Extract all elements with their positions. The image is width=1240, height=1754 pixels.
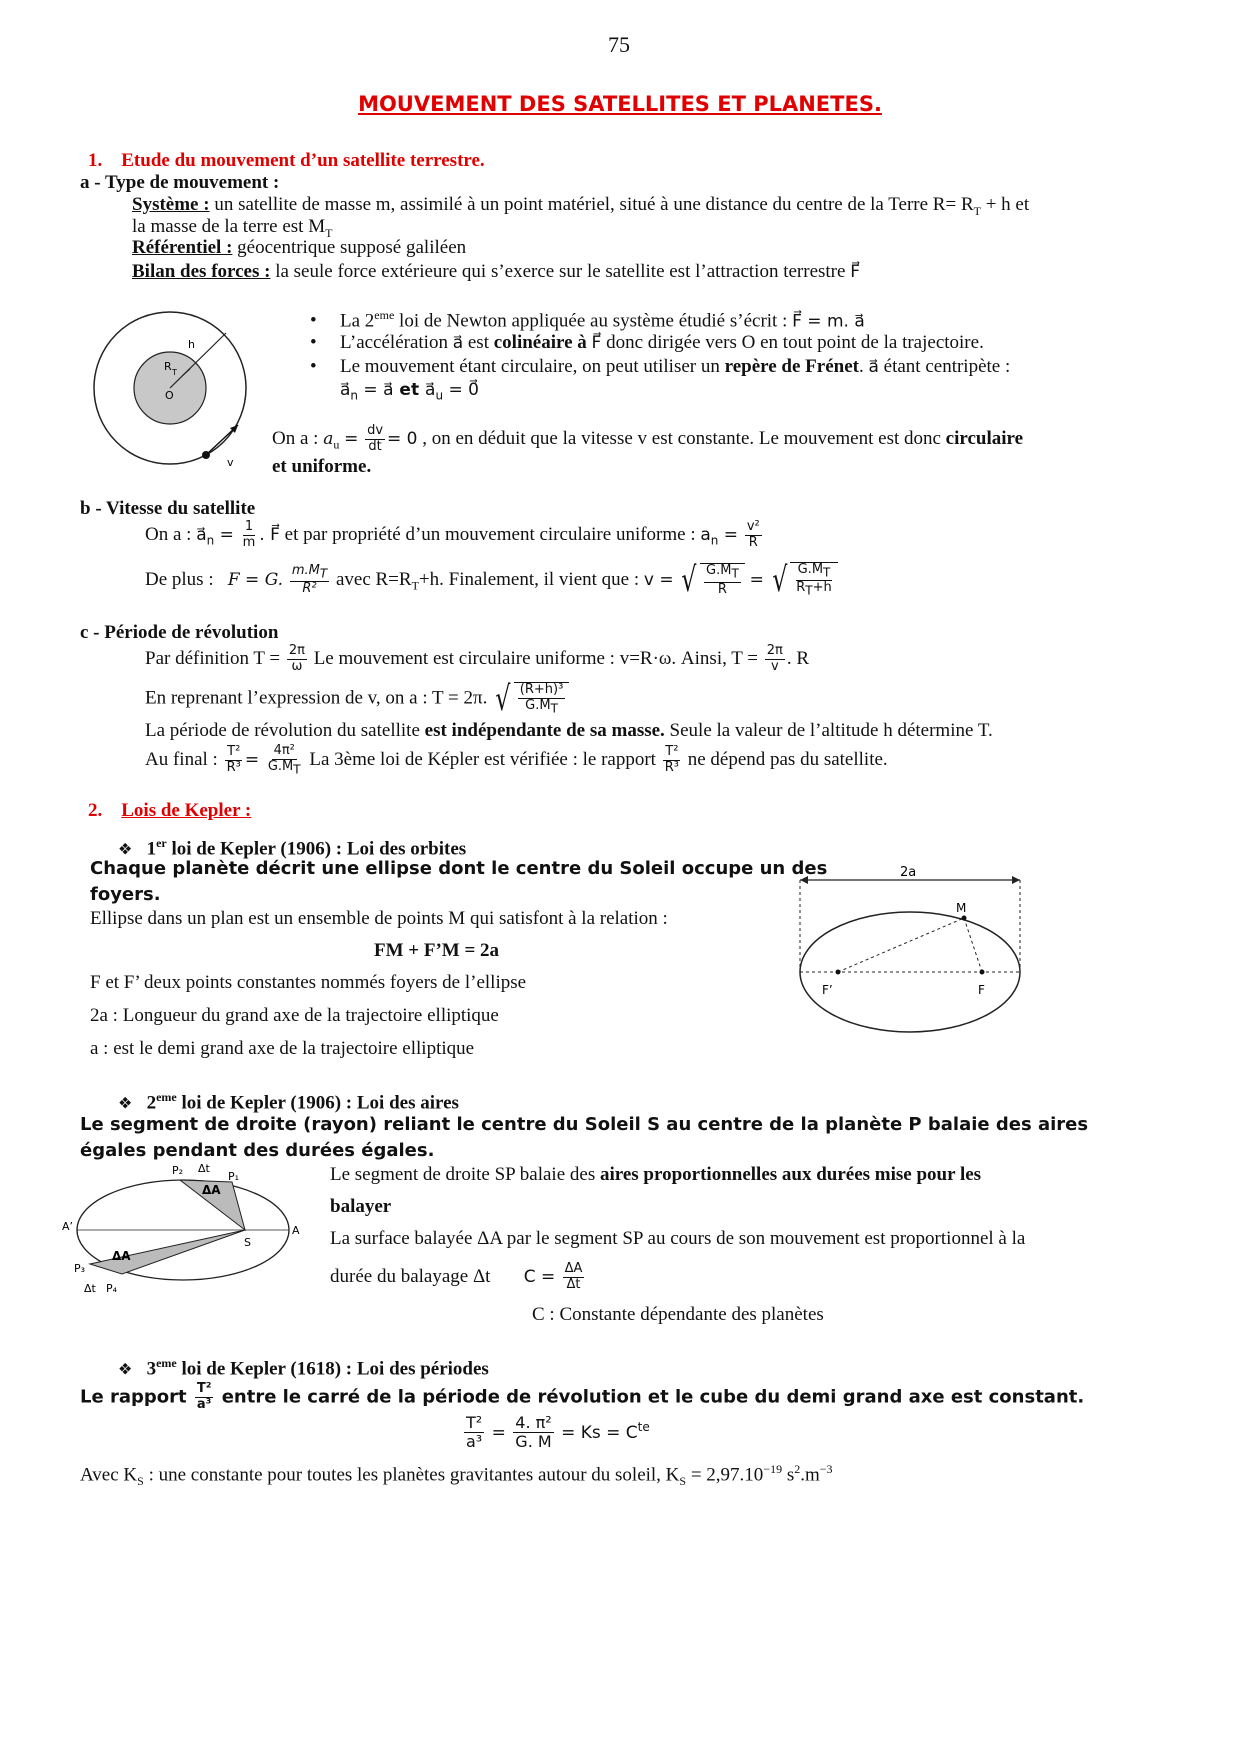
label-dt1: Δt <box>198 1162 210 1175</box>
systeme-line-2: la masse de la terre est $M_T$ <box>132 216 333 240</box>
law2-statement-2: égales pendant des durées égales. <box>80 1140 435 1161</box>
label-dA2: ΔA <box>112 1249 131 1263</box>
subsection-b-heading: b - Vitesse du satellite <box>80 498 256 519</box>
rt-sub-label: T <box>172 368 177 377</box>
focus-f <box>980 970 985 975</box>
label-2a: 2a <box>900 865 917 880</box>
law1-equation: FM + F’M = 2a <box>374 940 500 961</box>
label-p2: P₂ <box>172 1164 184 1177</box>
label-p3: P₃ <box>74 1262 86 1275</box>
periode-line-2: En reprenant l’expression de v, on a : T = 2π. √ $\frac{\text{(R+h)³}}{G.M_T}$ <box>145 682 569 716</box>
law3-ks-line: Avec $K_S$ : une constante pour toutes les planètes gravitantes autour du soleil, $K_S = 2,97.10^{-19}$ $s^2.m^{-3}$ <box>80 1462 833 1489</box>
ellipse-figure <box>792 860 1028 1040</box>
law2-statement: Le segment de droite (rayon) reliant le centre du Soleil S au centre de la planète P balaie des aires <box>80 1114 1089 1135</box>
h-label: h <box>188 338 195 351</box>
periode-line-3: La période de révolution du satellite est indépendante de sa masse. Seule la valeur de l’altitude h détermine T. <box>145 720 993 741</box>
law1-definition: Ellipse dans un plan est un ensemble de points M qui satisfont à la relation : <box>90 908 668 929</box>
page-number: 75 <box>608 32 630 57</box>
arrowhead-right <box>1012 876 1020 884</box>
rt-label: R <box>164 360 172 373</box>
subsection-c-heading: c - Période de révolution <box>80 622 279 643</box>
law1-2a: 2a : Longueur du grand axe de la trajectoire elliptique <box>90 1005 499 1026</box>
law2-para-1: Le segment de droite SP balaie des aires proportionnelles aux durées mise pour les <box>330 1164 982 1185</box>
bullet-acceleration: • L’accélération a⃗ est colinéaire à F⃗ donc dirigée vers O en tout point de la trajectoire. <box>310 332 984 353</box>
focus-fprime <box>836 970 841 975</box>
section-1-heading: 1. Etude du mouvement d’un satellite terrestre. <box>88 150 485 171</box>
bullet-newton: • La 2eme loi de Newton appliquée au système étudié s’écrit : F⃗ = m. a⃗ <box>310 308 865 332</box>
arrowhead-left <box>800 876 808 884</box>
periode-line-4: Au final : $\frac{\text{T²}}{\text{R³}}$ = $\frac{\text{4π²}}{G.M_T}$ La 3ème loi de Képler est vérifiée : le rapport $\frac{\text{T²}}{\text{R³}}$ ne dépend pas du satellite. <box>145 743 888 777</box>
ona-line: On a : $a_u$ = $\frac{dv}{dt}$ = 0 , on en déduit que la vitesse v est constante. Le mouvement est donc circulaire <box>272 423 1024 454</box>
section-2-heading: 2. Lois de Kepler : <box>88 800 252 821</box>
page-title: MOUVEMENT DES SATELLITES ET PLANETES. <box>358 92 882 116</box>
law2-para-2: La surface balayée ΔA par le segment SP au cours de son mouvement est proportionnel à la <box>330 1228 1026 1249</box>
label-m: M <box>956 901 967 915</box>
ona-line-2: et uniforme. <box>272 456 372 477</box>
vitesse-line-1: On a : $a⃗_n$ = $\frac{1}{m}$ . F⃗ et par propriété d’un mouvement circulaire uniforme : $a_n$ = $\frac{\text{v²}}{R}$ <box>145 519 760 550</box>
frenet-equations: $a⃗_n$ = a⃗ et $a⃗_u$ = 0⃗ <box>340 380 479 403</box>
point-m <box>962 916 967 921</box>
law2-constant-def: C : Constante dépendante des planètes <box>532 1304 824 1325</box>
law3-title: ❖ 3eme loi de Kepler (1618) : Loi des périodes <box>118 1356 489 1380</box>
law3-statement: Le rapport $\frac{\text{T²}}{\text{a³}}$ entre le carré de la période de révolution et le cube du demi grand axe est constant. <box>80 1381 1085 1412</box>
law1-title: ❖ 1er loi de Kepler (1906) : Loi des orbites <box>118 836 467 860</box>
label-p4: P₄ <box>106 1282 118 1295</box>
label-dt2: Δt <box>84 1282 96 1295</box>
v-label: v <box>227 456 234 469</box>
law1-statement: Chaque planète décrit une ellipse dont le centre du Soleil occupe un des <box>90 858 828 879</box>
aires-figure <box>60 1160 300 1300</box>
law2-para-3: durée du balayage Δt C = $\frac{\Delta A}{\Delta t}$ <box>330 1261 583 1292</box>
law2-para-1b: balayer <box>330 1196 392 1217</box>
o-label: O <box>165 389 174 402</box>
label-s: S <box>244 1236 251 1249</box>
law1-statement-2: foyers. <box>90 884 161 905</box>
vitesse-line-2: De plus : F = G. $\frac{m.M_T}{\text{R²}}$ avec $R=R_T+h$. Finalement, il vient que : v = √ $\frac{G.M_T}{R}$ = √ $\frac{G.M_T}{R_T+h}$ <box>145 562 838 599</box>
label-f: F <box>978 983 985 997</box>
law1-foyers: F et F’ deux points constantes nommés foyers de l’ellipse <box>90 972 527 993</box>
fprime-m-line <box>838 918 964 972</box>
label-a: A <box>292 1224 300 1237</box>
periode-line-1: Par définition T = $\frac{2\pi}{\omega}$ Le mouvement est circulaire uniforme : v=R·ω. Ainsi, T = $\frac{2\pi}{v}$ . R <box>145 643 810 674</box>
label-fprime: F’ <box>822 983 833 997</box>
label-aprime: A’ <box>62 1220 74 1233</box>
label-dA1: ΔA <box>202 1183 221 1197</box>
law3-equation: $\frac{\text{T²}}{\text{a³}}$ = $\frac{\text{4. π²}}{G. M}$ = $Ks = C^{te}$ <box>466 1413 650 1452</box>
satellite-orbit-figure <box>88 300 268 480</box>
law1-a: a : est le demi grand axe de la trajectoire elliptique <box>90 1038 475 1059</box>
systeme-line: Système : un satellite de masse m, assimilé à un point matériel, situé à une distance du centre de la Terre $R= R_T + h$ et <box>132 194 1030 218</box>
label-p1: P₁ <box>228 1170 240 1183</box>
bullet-frenet: • Le mouvement étant circulaire, on peut utiliser un repère de Frénet. a⃗ étant centripète : <box>310 356 1011 377</box>
referentiel-line: Référentiel : géocentrique supposé galiléen <box>132 237 467 258</box>
bilan-line: Bilan des forces : la seule force extérieure qui s’exerce sur le satellite est l’attraction terrestre F⃗ <box>132 261 860 282</box>
law2-title: ❖ 2eme loi de Kepler (1906) : Loi des aires <box>118 1090 459 1114</box>
subsection-a-heading: a - Type de mouvement : <box>80 172 280 193</box>
